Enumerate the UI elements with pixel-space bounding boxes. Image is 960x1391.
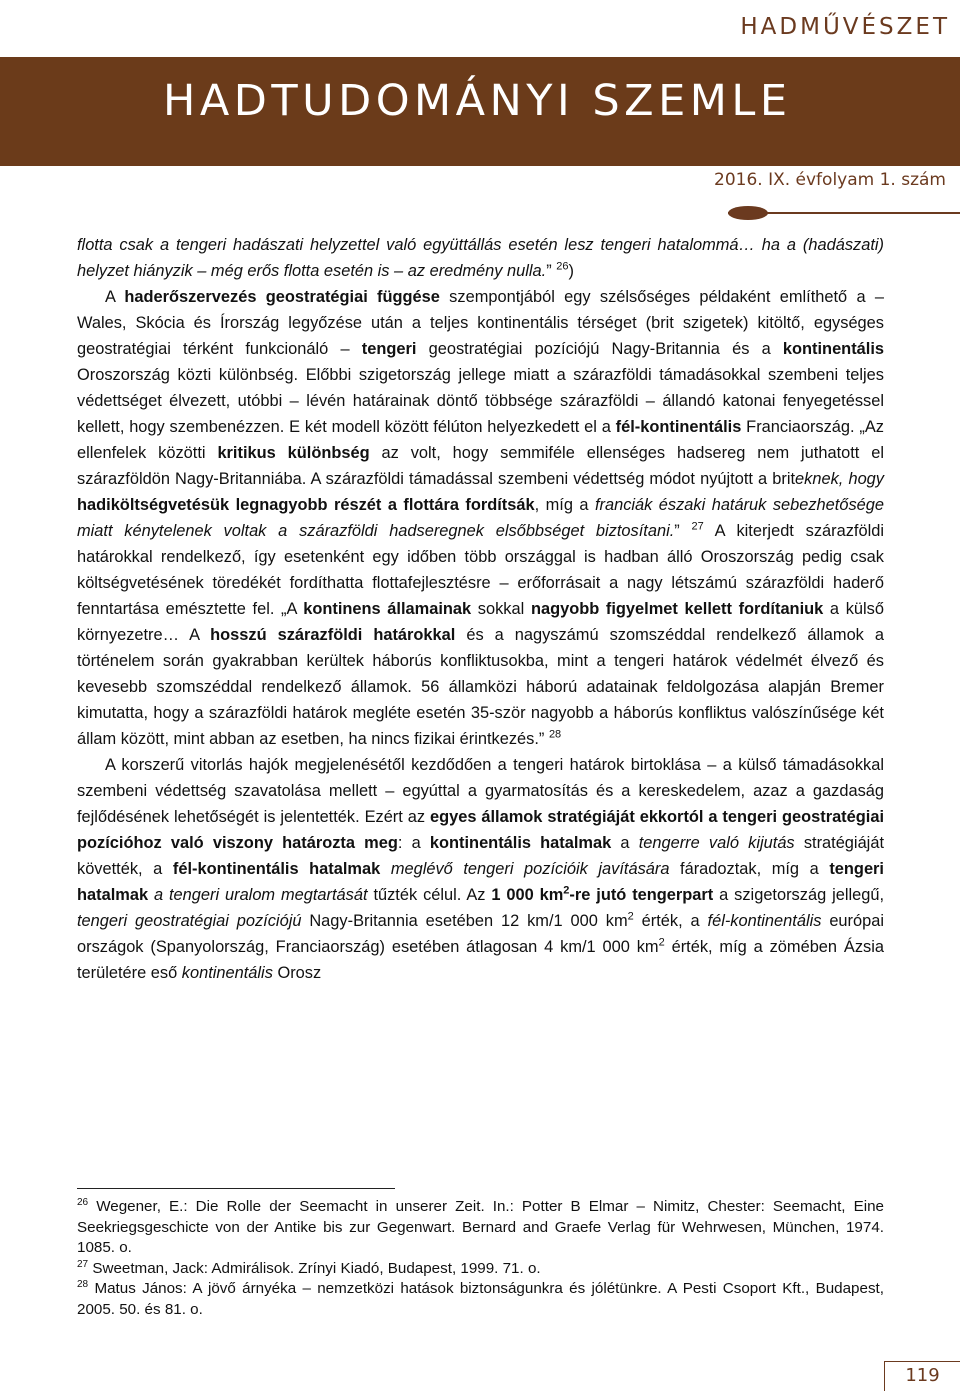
text-run: fél-kontinentális [615, 418, 742, 436]
issue-line: 2016. IX. évfolyam 1. szám [714, 170, 946, 190]
superscript: 28 [548, 728, 562, 741]
text-run: tengeri hatalmak [77, 860, 884, 904]
text-run: szempontjából egy szélsőséges példaként említhető a – Wales, Skócia és Írország legyőzése után a teljes kontinentális térséget (brit szigetek) kitöltő, egységes geostratégiai térként funkcionáló – [77, 288, 884, 358]
footnote-text: Matus János: A jövő árnyéka – nemzetközi hatások biztonságunkra és jólétünkre. A Pesti Csoport Kft., Budapest, 2005. 50. és 81. o. [77, 1280, 884, 1318]
text-run: hadiköltségvetésük legnagyobb részét a flottára fordítsák [77, 496, 535, 514]
text-run: A korszerű vitorlás hajók megjelenésétől kezdődően a tengeri határok birtoklása – a külső támadásokkal szembeni védettség szavatolása mellett – egyúttal a gyarmatosítás és a kereskedelem, azaz a gazdaság fejlődésének lehetőségét is jelentették. Ezért az [77, 756, 884, 826]
footnote-number: 28 [77, 1278, 89, 1290]
footnote-text: Wegener, E.: Die Rolle der Seemacht in unserer Zeit. In.: Potter B Elmar – Nimitz, Chester: Seemacht, Eine Seekriegsgeschicte von der Antike bis zur Gegenwart. Bernard and Graefe Verlag für Wehrwesen, München, 1974. 1085. o. [77, 1198, 884, 1256]
text-run: A [105, 288, 125, 306]
text-run: a külső környezetre… A [77, 600, 884, 644]
text-run: , míg a [534, 496, 595, 514]
text-run: Oroszország közti különbség. Előbbi szigetország jellege miatt a szárazföldi támadásokkal szembeni teljes védettséget élvezett, utóbbi – lévén határainak döntő többsége szárazföldi – állandó katonai fenyegetéssel kellett, hogy szembenézzen. E két modell között félúton helyezkedett el a [77, 366, 884, 436]
text-run: egyes államok stratégiáját ekkortól a tengeri geostratégiai pozícióhoz való viszony határozta meg [77, 808, 884, 852]
footnote [77, 1259, 884, 1280]
text-run: hosszú szárazföldi határokkal [210, 626, 456, 644]
text-run: ” [538, 730, 549, 748]
text-run: : a [397, 834, 430, 852]
text-run: ” [674, 522, 692, 540]
text-run: fél-kontinentális [707, 912, 822, 930]
text-run: stratégiáját követték, a [77, 834, 884, 878]
text-run: -re jutó tengerpart [569, 886, 714, 904]
text-run: sokkal [471, 600, 531, 618]
superscript: 2 [627, 910, 634, 923]
text-run: és a nagyszámú szomszéddal rendelkező államok a történelem során gyakrabban kerültek háborús konfliktusokba, mint a tengeri határok védelmét élvező és kevesebb szomszéddal rendelkező államok. 56 államközi háború adatainak feldolgozása alapján Bremer kimutatta, hogy a szárazföldi határok megléte esetén 35-ször nagyobb a háborús konfliktus valószínűsége két állam között, mint abban az esetben, ha nincs fizikai érintkezés. [77, 626, 884, 748]
header-rule-dot [728, 206, 768, 220]
superscript: 26 [556, 260, 569, 273]
text-run: nagyobb figyelmet kellett fordítaniuk [530, 600, 824, 618]
text-run: az volt, hogy semmiféle ellenséges hadsereg nem juthatott el szárazföldön Nagy-Britanniába. A szárazföldi támadással szembeni védettség módot nyújtott a brit [77, 444, 884, 488]
section-label: HADMŰVÉSZET [740, 14, 950, 40]
footnote-rule [77, 1188, 395, 1189]
article-body [77, 232, 884, 986]
text-run: fáradoztak, míg a [669, 860, 830, 878]
text-run: tűzték célul. Az [367, 886, 492, 904]
text-run: Nagy-Britannia esetében 12 km/1 000 km [301, 912, 628, 930]
paragraph [77, 284, 884, 752]
text-run: eknek, hogy [795, 470, 884, 488]
footnote-text: Sweetman, Jack: Admirálisok. Zrínyi Kiadó, Budapest, 1999. 71. o. [88, 1259, 541, 1277]
text-run: kontinentális hatalmak [429, 834, 612, 852]
text-run: ” [546, 262, 557, 280]
text-run: franciák északi határuk sebezhetősége miatt kénytelenek voltak a szárazföldi hadseregnek elsőbbséget biztosítani. [77, 496, 884, 540]
paragraph [77, 752, 884, 986]
footnotes [77, 1197, 884, 1320]
text-run: kritikus különbség [217, 444, 370, 462]
text-run: a tengeri uralom megtartását [153, 886, 368, 904]
page-number: 119 [884, 1361, 960, 1391]
text-run: flotta csak a tengeri hadászati helyzettel való együttállás esetén lesz tengeri hatalommá… ha a (hadászati) helyzet hiányzik – még erős flotta esetén is – az eredmény nulla. [77, 236, 884, 280]
text-run: ) [568, 262, 574, 280]
superscript: 2 [563, 884, 570, 897]
text-run: A kiterjedt szárazföldi határokkal rendelkező, így esetenként egy időben több országgal is hadban álló Oroszország pedig csak költségvetésének töredékét fordíthatta flottafejlesztésre – erőforrásait a nagy létszámú szárazföldi haderő fenntartása emésztette fel. „A [77, 522, 884, 618]
text-run: európai országok (Spanyolország, Franciaország) esetében átlagosan 4 km/1 000 km [77, 912, 884, 956]
footnote-number: 27 [77, 1258, 89, 1270]
text-run: a [611, 834, 639, 852]
text-run: érték, a [633, 912, 708, 930]
text-run: tengeri [361, 340, 417, 358]
text-run: Franciaország. „Az ellenfelek közötti [77, 418, 884, 462]
superscript: 2 [658, 936, 665, 949]
superscript: 27 [691, 520, 704, 533]
text-run: kontinens államainak [303, 600, 472, 618]
text-run: kontinentális [782, 340, 884, 358]
footnote-number: 26 [77, 1196, 89, 1208]
text-run: érték, míg a zömében Ázsia területére eső [77, 938, 884, 982]
footnote [77, 1197, 884, 1259]
text-run: fél-kontinentális hatalmak [172, 860, 381, 878]
text-run: 1 000 km [491, 886, 564, 904]
journal-banner [0, 57, 960, 166]
text-run: haderőszervezés geostratégiai függése [124, 288, 440, 306]
text-run [380, 860, 391, 878]
footnote [77, 1279, 884, 1320]
text-run: a szigetország jellegű, [713, 886, 885, 904]
text-run: geostratégiai pozíciójú Nagy-Britannia és a [416, 340, 783, 358]
text-run: tengeri geostratégiai pozíciójú [77, 912, 302, 930]
paragraph [77, 232, 884, 284]
text-run: meglévő tengeri pozícióik javítására [390, 860, 670, 878]
journal-title: HADTUDOMÁNYI SZEMLE [163, 76, 792, 126]
text-run: Orosz [272, 964, 322, 982]
text-run: kontinentális [181, 964, 273, 982]
text-run: tengerre való kijutás [638, 834, 795, 852]
